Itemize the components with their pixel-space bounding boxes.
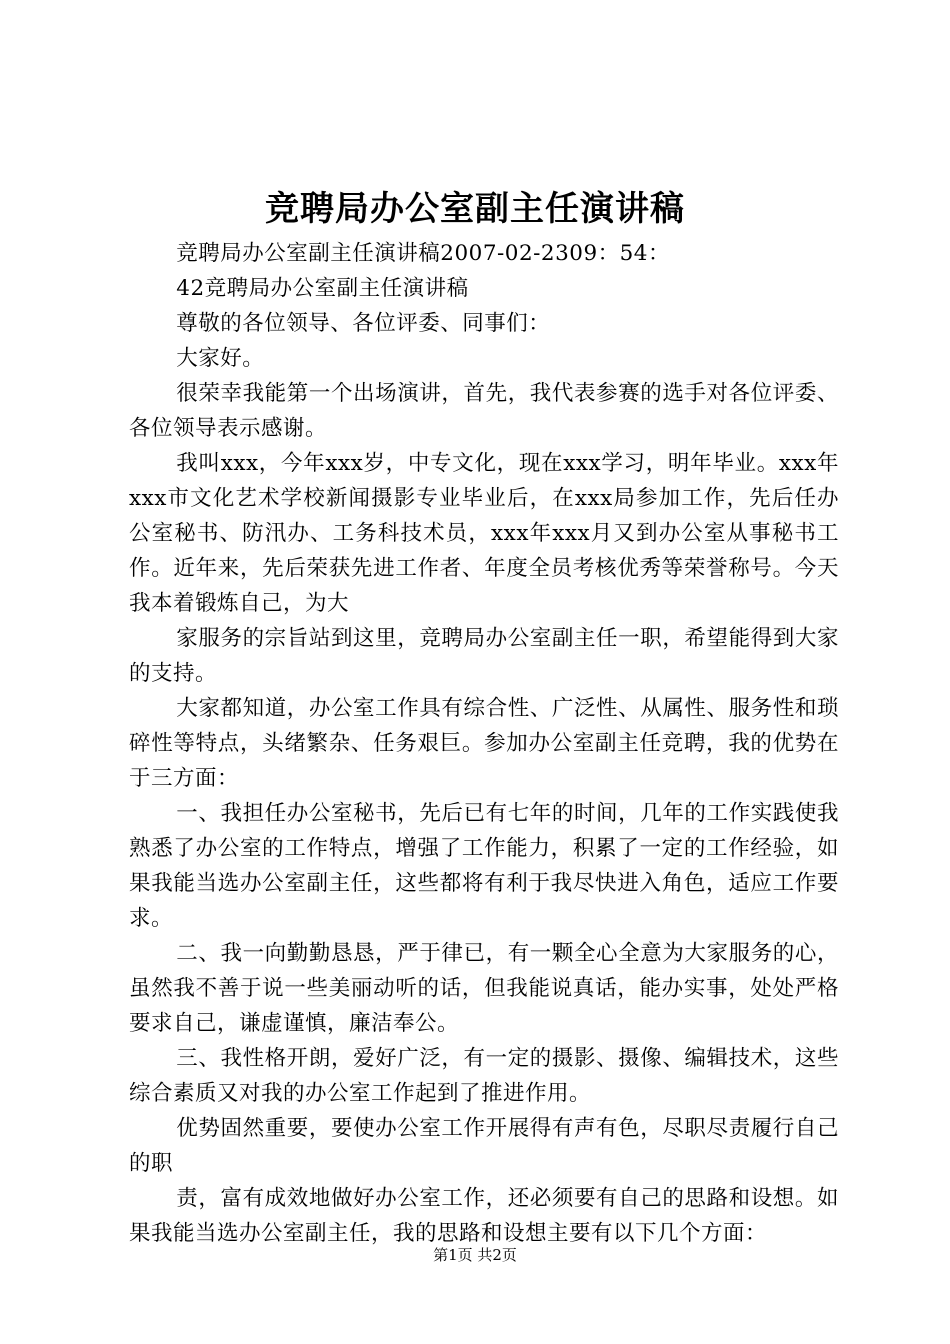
page-number: 第1页 共2页 <box>433 1246 517 1264</box>
paragraph: 我叫xxx，今年xxx岁，中专文化，现在xxx学习，明年毕业。xxx年xxx市文化艺术学校新闻摄影专业毕业后，在xxx局参加工作，先后任办公室秘书、防汛办、工务科技术员，xxx年xxx月又到办公室从事秘书工作。近年来，先后荣获先进工作者、年度全员考核优秀等荣誉称号。今天我本着锻炼自己，为大 <box>129 451 839 616</box>
paragraph: 家服务的宗旨站到这里，竞聘局办公室副主任一职，希望能得到大家的支持。 <box>129 626 839 686</box>
paragraph: 大家都知道，办公室工作具有综合性、广泛性、从属性、服务性和琐碎性等特点，头绪繁杂、任务艰巨。参加办公室副主任竞聘，我的优势在于三方面： <box>129 696 839 791</box>
paragraph: 42竞聘局办公室副主任演讲稿 <box>176 276 469 301</box>
paragraph: 优势固然重要，要使办公室工作开展得有声有色，尽职尽责履行自己的职 <box>129 1116 839 1176</box>
paragraph: 大家好。 <box>176 346 265 371</box>
paragraph: 二、我一向勤勤恳恳，严于律已，有一颗全心全意为大家服务的心，虽然我不善于说一些美丽动听的话，但我能说真话，能办实事，处处严格要求自己，谦虚谨慎，廉洁奉公。 <box>129 941 839 1036</box>
paragraph: 三、我性格开朗，爱好广泛，有一定的摄影、摄像、编辑技术，这些综合素质又对我的办公室工作起到了推进作用。 <box>129 1046 839 1106</box>
document-title: 竞聘局办公室副主任演讲稿 <box>265 189 685 229</box>
paragraph: 一、我担任办公室秘书，先后已有七年的时间，几年的工作实践使我熟悉了办公室的工作特点，增强了工作能力，积累了一定的工作经验，如果我能当选办公室副主任，这些都将有利于我尽快进入角色，适应工作要求。 <box>129 801 839 931</box>
document-body <box>129 236 839 1251</box>
paragraph: 很荣幸我能第一个出场演讲，首先，我代表参赛的选手对各位评委、各位领导表示感谢。 <box>129 381 839 441</box>
paragraph: 竞聘局办公室副主任演讲稿2007-02-2309：54： <box>176 241 670 266</box>
paragraph: 责，富有成效地做好办公室工作，还必须要有自己的思路和设想。如果我能当选办公室副主任，我的思路和设想主要有以下几个方面： <box>129 1186 839 1246</box>
paragraph: 尊敬的各位领导、各位评委、同事们： <box>176 311 551 336</box>
